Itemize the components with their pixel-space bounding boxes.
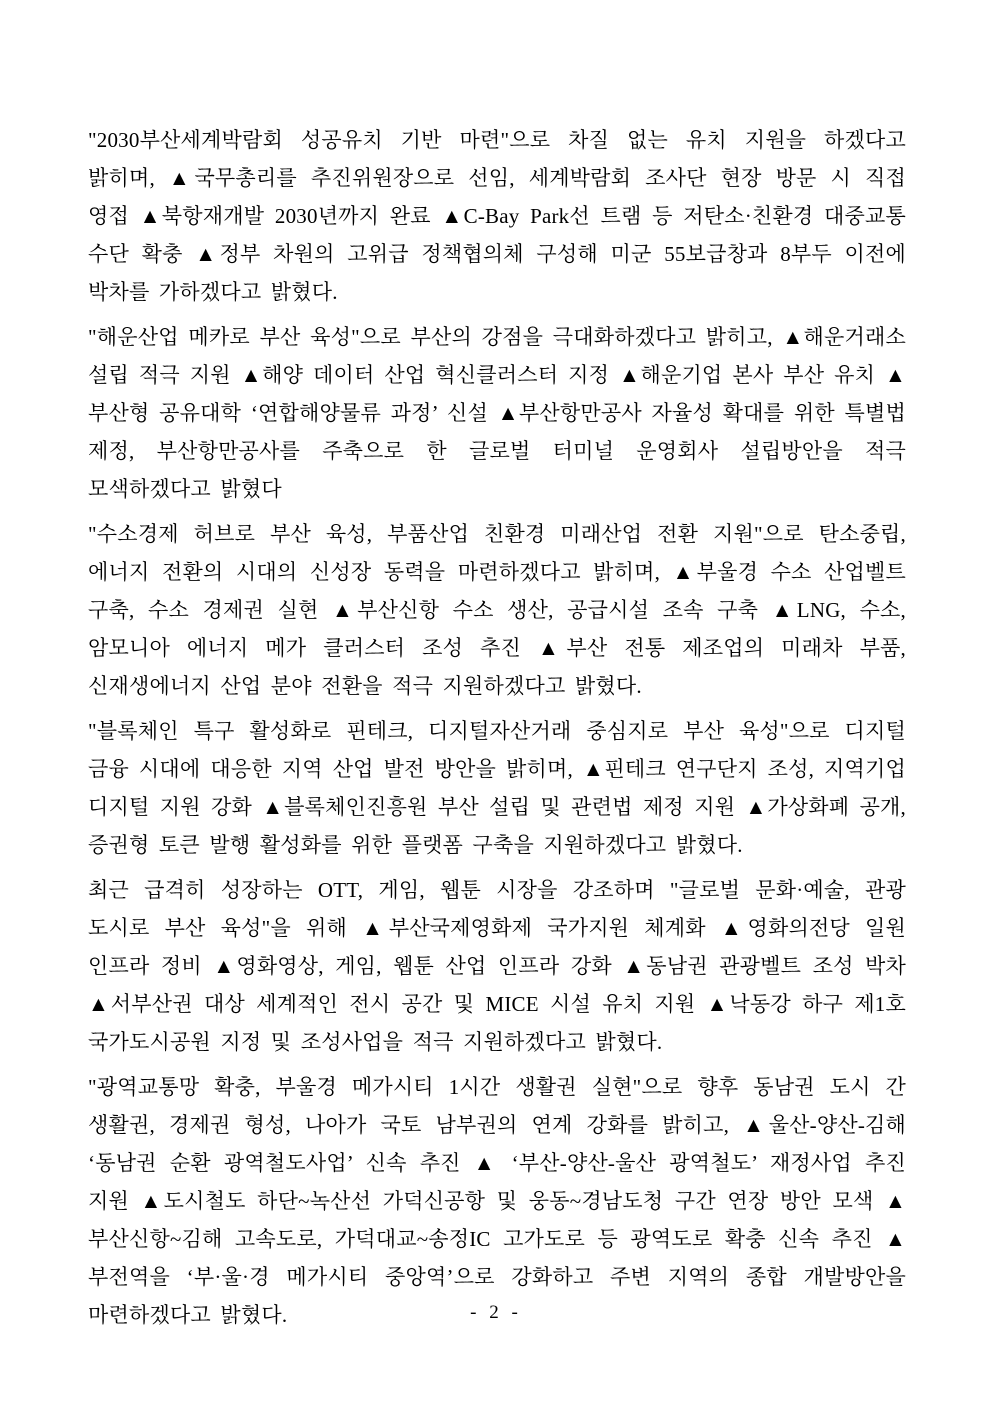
paragraph-culture-tourism: 최근 급격히 성장하는 OTT, 게임, 웹툰 시장을 강조하며 "글로벌 문화·예술, 관광 도시로 부산 육성"을 위해 ▲부산국제영화제 국가지원 체계화 ▲영화의전당 일원 인프라 정비 ▲영화영상, 게임, 웹툰 산업 인프라 강화 ▲동남권 관광벨트 조성 박차 ▲서부산권 대상 세계적인 전시 공간 및 MICE 시설 유치 지원 ▲낙동강 하구 제1호 국가도시공원 지정 및 조성사업을 적극 지원하겠다고 밝혔다.: [88, 878, 906, 1054]
document-body: [88, 121, 906, 1341]
paragraph-transport-megacity: "광역교통망 확충, 부울경 메가시티 1시간 생활권 실현"으로 향후 동남권 도시 간 생활권, 경제권 형성, 나아가 국토 남부권의 연계 강화를 밝히고, ▲울산-양산-김해 ‘동남권 순환 광역철도사업’ 신속 추진 ▲ ‘부산-양산-울산 광역철도’ 재정사업 추진 지원 ▲도시철도 하단~녹산선 가덕신공항 및 웅동~경남도청 구간 연장 방안 모색 ▲부산신항~김해 고속도로, 가덕대교~송정IC 고가도로 등 광역도로 확충 신속 추진 ▲부전역을 ‘부·울·경 메가시티 중앙역’으로 강화하고 주변 지역의 종합 개발방안을 마련하겠다고 밝혔다.: [88, 1075, 906, 1327]
page-number: - 2 -: [470, 1302, 522, 1323]
paragraph-expo-bid: "2030부산세계박람회 성공유치 기반 마련"으로 차질 없는 유치 지원을 하겠다고 밝히며, ▲국무총리를 추진위원장으로 선임, 세계박람회 조사단 현장 방문 시 직접 영접 ▲북항재개발 2030년까지 완료 ▲C-Bay Park선 트램 등 저탄소·친환경 대중교통 수단 확충 ▲정부 차원의 고위급 정책협의체 구성해 미군 55보급창과 8부두 이전에 박차를 가하겠다고 밝혔다.: [88, 128, 906, 304]
paragraph-hydrogen-economy: "수소경제 허브로 부산 육성, 부품산업 친환경 미래산업 전환 지원"으로 탄소중립, 에너지 전환의 시대의 신성장 동력을 마련하겠다고 밝히며, ▲부울경 수소 산업벨트 구축, 수소 경제권 실현 ▲부산신항 수소 생산, 공급시설 조속 구축 ▲LNG, 수소, 암모니아 에너지 메가 클러스터 조성 추진 ▲부산 전통 제조업의 미래차 부품, 신재생에너지 산업 분야 전환을 적극 지원하겠다고 밝혔다.: [88, 522, 906, 698]
paragraph-shipping-industry: "해운산업 메카로 부산 육성"으로 부산의 강점을 극대화하겠다고 밝히고, ▲해운거래소 설립 적극 지원 ▲해양 데이터 산업 혁신클러스터 지정 ▲해운기업 본사 부산 유치 ▲부산형 공유대학 ‘연합해양물류 과정’ 신설 ▲부산항만공사 자율성 확대를 위한 특별법 제정, 부산항만공사를 주축으로 한 글로벌 터미널 운영회사 설립방안을 적극 모색하겠다고 밝혔다: [88, 325, 906, 501]
paragraph-blockchain-fintech: "블록체인 특구 활성화로 핀테크, 디지털자산거래 중심지로 부산 육성"으로 디지털 금융 시대에 대응한 지역 산업 발전 방안을 밝히며, ▲핀테크 연구단지 조성, 지역기업 디지털 지원 강화 ▲블록체인진흥원 부산 설립 및 관련법 제정 지원 ▲가상화폐 공개, 증권형 토큰 발행 활성화를 위한 플랫폼 구축을 지원하겠다고 밝혔다.: [88, 719, 906, 857]
